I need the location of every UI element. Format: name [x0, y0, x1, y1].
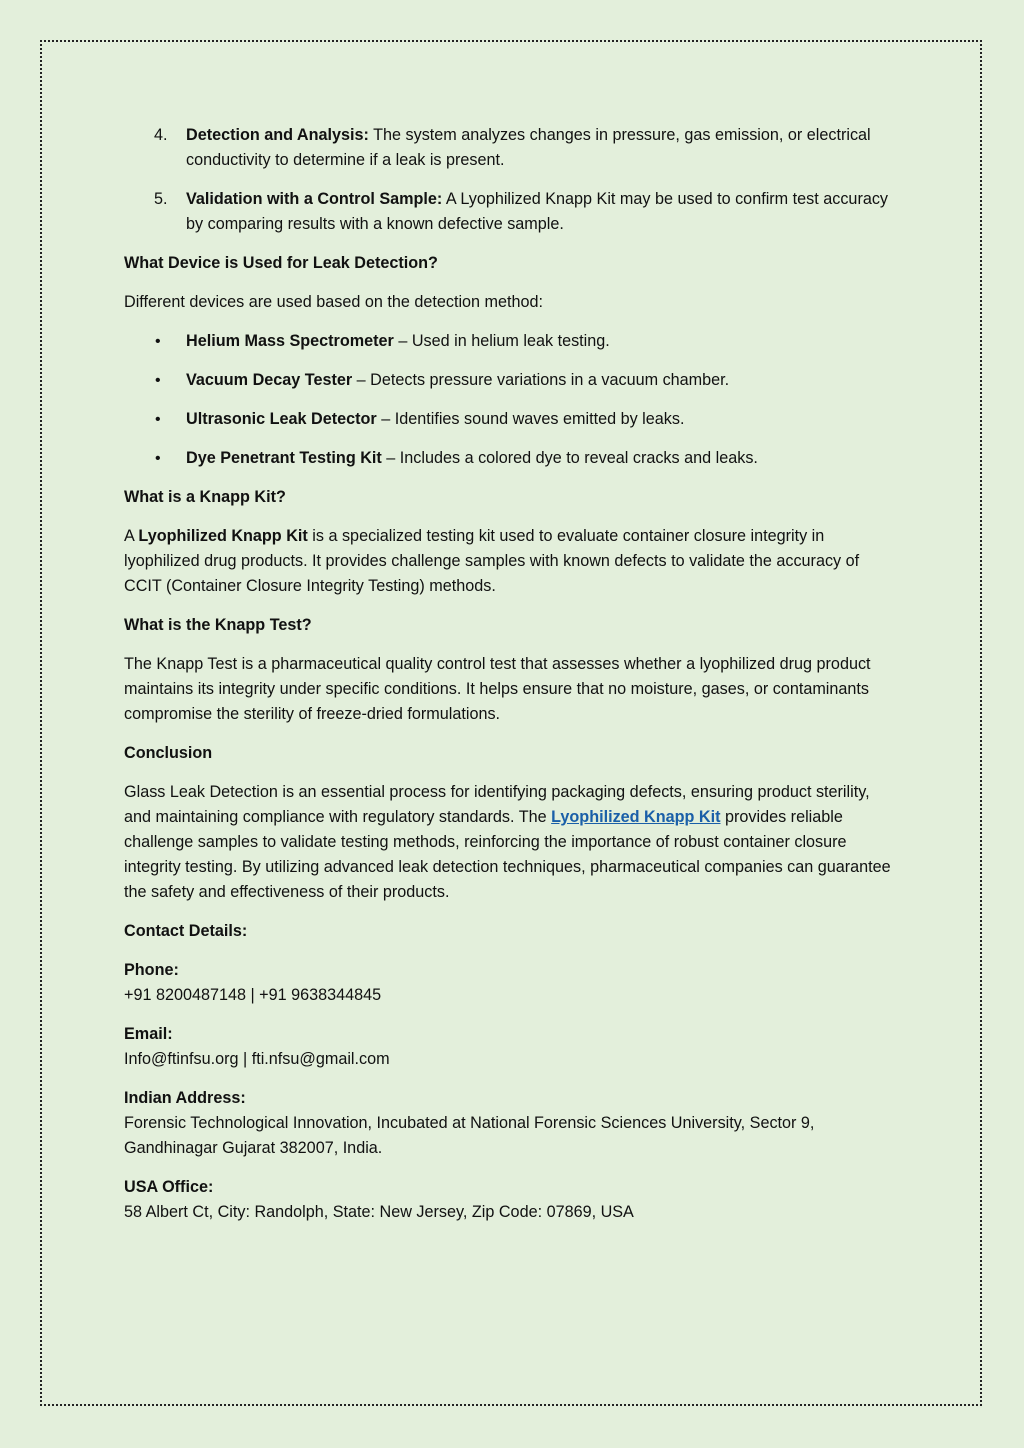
- device-name: Vacuum Decay Tester: [186, 371, 353, 389]
- bullet-icon: •: [155, 333, 161, 350]
- paragraph-text: Glass Leak Detection is an essential process for identifying packaging defects, ensuring product sterility, and maintaining compliance with regulatory standards. The: [124, 783, 870, 826]
- contact-value: Forensic Technological Innovation, Incubated at National Forensic Sciences University, Sector 9, Gandhinagar Gujarat 382007, India.: [124, 1114, 815, 1157]
- device-name: Dye Penetrant Testing Kit: [186, 449, 382, 467]
- contact-label: Email:: [124, 1025, 173, 1043]
- bullet-icon: •: [155, 372, 161, 389]
- paragraph: Different devices are used based on the detection method:: [124, 293, 544, 311]
- device-description: – Used in helium leak testing.: [393, 332, 610, 350]
- device-description: – Includes a colored dye to reveal cracks and leaks.: [381, 449, 758, 467]
- list-item: [124, 368, 900, 393]
- list-item: [124, 329, 900, 354]
- device-name: Ultrasonic Leak Detector: [186, 410, 377, 428]
- section-heading: Conclusion: [124, 744, 213, 762]
- document-content: [124, 123, 900, 1239]
- section-heading: What Device is Used for Leak Detection?: [124, 254, 438, 272]
- contact-email: [124, 1022, 900, 1072]
- contact-phone: [124, 958, 900, 1008]
- paragraph: [124, 524, 900, 599]
- step-title: Validation with a Control Sample:: [186, 190, 443, 208]
- list-item: [124, 407, 900, 432]
- knapp-kit-link[interactable]: Lyophilized Knapp Kit: [551, 808, 721, 826]
- contact-value: +91 8200487148 | +91 9638344845: [124, 986, 382, 1004]
- section-heading: What is the Knapp Test?: [124, 616, 312, 634]
- contact-label: USA Office:: [124, 1178, 214, 1196]
- step-title: Detection and Analysis:: [186, 126, 369, 144]
- devices-list: [124, 329, 900, 471]
- contact-label: Phone:: [124, 961, 179, 979]
- device-name: Helium Mass Spectrometer: [186, 332, 394, 350]
- paragraph-text: provides reliable challenge samples to validate testing methods, reinforcing the importance of robust container closure integrity testing. By utilizing advanced leak detection techniques, pharmaceutical companies can guarantee the safety and effectiveness of their products.: [124, 808, 891, 901]
- list-item: [124, 123, 900, 173]
- bold-term: Lyophilized Knapp Kit: [138, 527, 308, 545]
- paragraph-text: is a specialized testing kit used to evaluate container closure integrity in lyophilized drug products. It provides challenge samples with known defects to validate the accuracy of CCIT (Container Closure Integrity Testing) methods.: [124, 527, 860, 595]
- paragraph: [124, 780, 900, 905]
- paragraph-prefix: A: [124, 527, 139, 545]
- bullet-icon: •: [155, 411, 161, 428]
- section-heading: What is a Knapp Kit?: [124, 488, 286, 506]
- list-number: 5.: [154, 190, 168, 208]
- contact-usa-office: [124, 1175, 900, 1225]
- list-item: [124, 446, 900, 471]
- step-text: The system analyzes changes in pressure, gas emission, or electrical conductivity to determine if a leak is present.: [186, 126, 871, 169]
- contact-label: Indian Address:: [124, 1089, 246, 1107]
- device-description: – Identifies sound waves emitted by leaks.: [376, 410, 685, 428]
- contact-value: Info@ftinfsu.org | fti.nfsu@gmail.com: [124, 1050, 390, 1068]
- contact-indian-address: [124, 1086, 900, 1161]
- paragraph: The Knapp Test is a pharmaceutical quality control test that assesses whether a lyophilized drug product maintains its integrity under specific conditions. It helps ensure that no moisture, gases, or contaminants compromise the sterility of freeze-dried formulations.: [124, 655, 871, 723]
- contact-value: 58 Albert Ct, City: Randolph, State: New Jersey, Zip Code: 07869, USA: [124, 1203, 634, 1221]
- section-heading: Contact Details:: [124, 922, 248, 940]
- bullet-icon: •: [155, 450, 161, 467]
- step-text: A Lyophilized Knapp Kit may be used to confirm test accuracy by comparing results with a known defective sample.: [186, 190, 889, 233]
- steps-list: [124, 123, 900, 237]
- device-description: – Detects pressure variations in a vacuum chamber.: [352, 371, 730, 389]
- list-number: 4.: [154, 126, 168, 144]
- list-item: [124, 187, 900, 237]
